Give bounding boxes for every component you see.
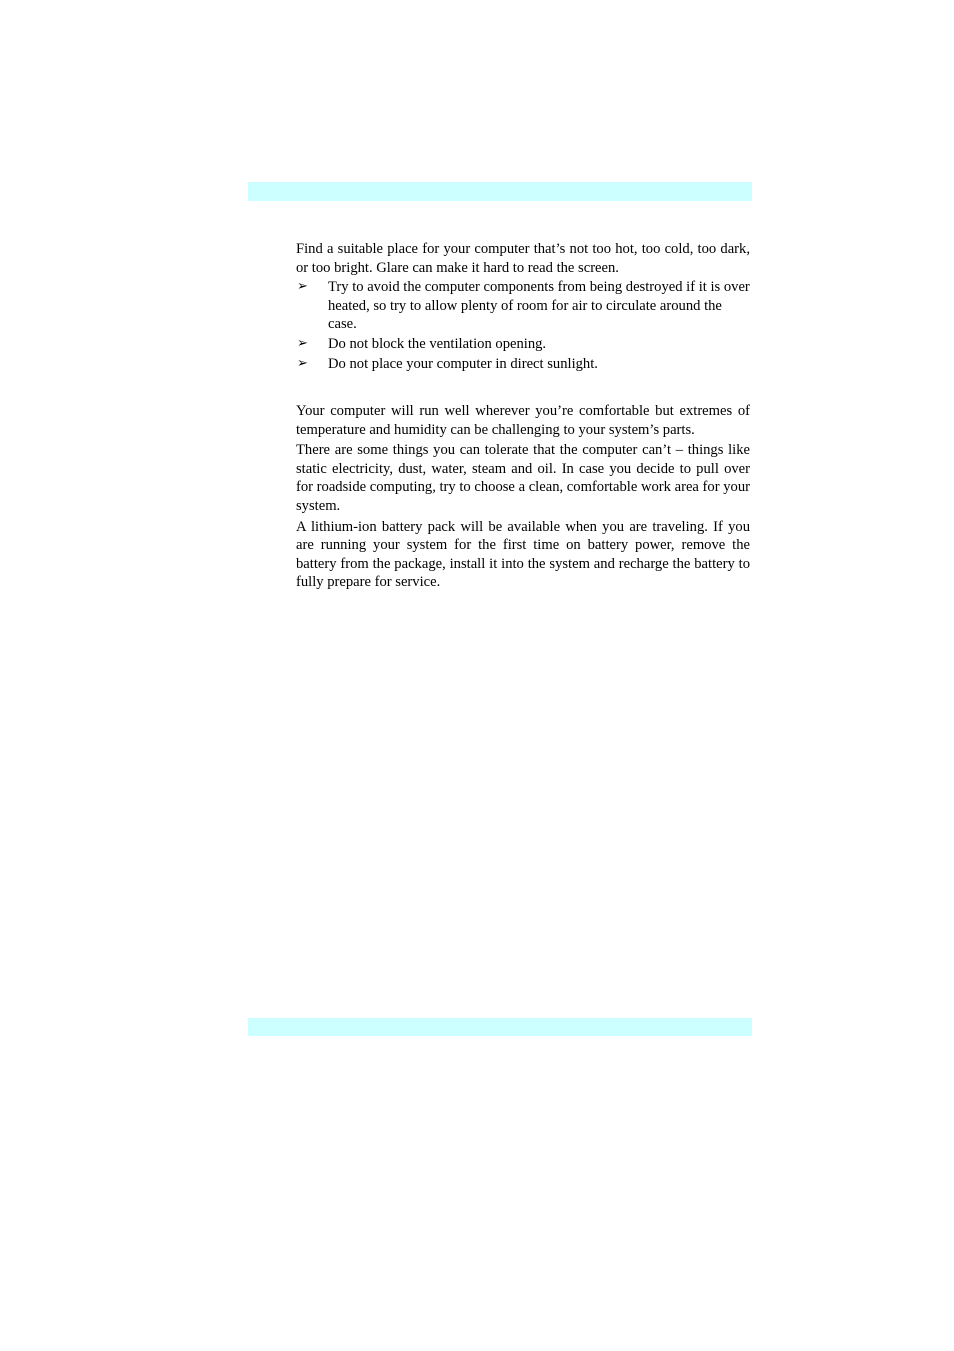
environment-paragraph: Your computer will run well wherever you’re comfortable but extremes of temperature and humidity can be challenging to your system’s parts. [296, 403, 750, 438]
header-band [248, 182, 752, 201]
bullet-text: Try to avoid the computer components from being destroyed if it is over heated, so try to allow plenty of room for air to circulate around the case. [328, 279, 750, 333]
placement-intro: Find a suitable place for your computer that’s not too hot, too cold, too dark, or too bright. Glare can make it hard to read the screen. [296, 241, 750, 276]
arrowhead-bullet-icon: ➢ [297, 335, 308, 351]
list-item [296, 355, 750, 374]
placement-section [296, 240, 750, 373]
list-item [296, 278, 750, 334]
footer-band [248, 1018, 752, 1036]
list-item [296, 335, 750, 354]
environment-paragraph: There are some things you can tolerate that the computer can’t – things like static electricity, dust, water, steam and oil. In case you decide to pull over for roadside computing, try to choose a clean, comfortable work area for your system. [296, 442, 750, 514]
placement-bullet-list [296, 278, 750, 373]
bullet-text: Do not place your computer in direct sunlight. [328, 355, 598, 372]
environment-section [296, 402, 750, 592]
arrowhead-bullet-icon: ➢ [297, 355, 308, 371]
arrowhead-bullet-icon: ➢ [297, 279, 308, 295]
battery-paragraph: A lithium-ion battery pack will be available when you are traveling. If you are running your system for the first time on battery power, remove the battery from the package, install it into the system and recharge the battery to fully prepare for service. [296, 518, 750, 591]
bullet-text: Do not block the ventilation opening. [328, 335, 547, 352]
